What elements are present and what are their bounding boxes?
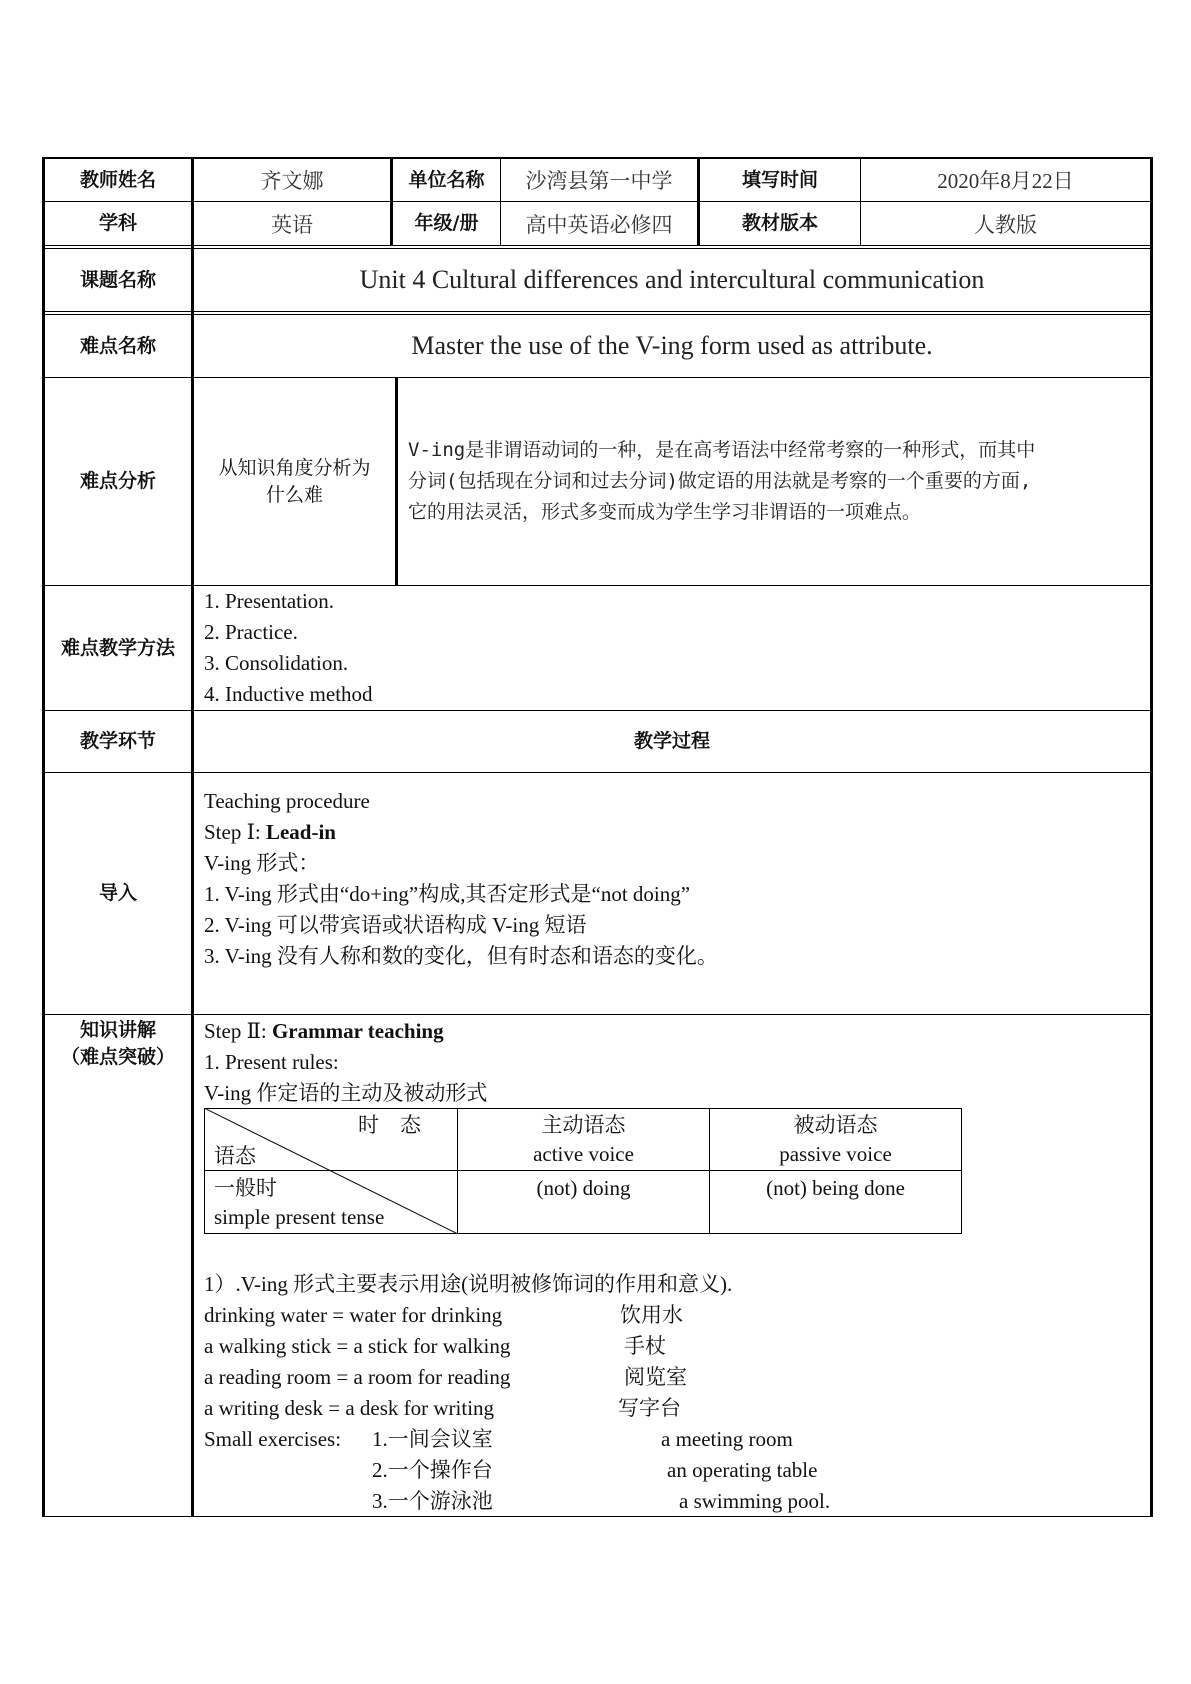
passive-voice-cn: 被动语态 — [793, 1113, 878, 1137]
grammar-rules: 1. Present rules: — [204, 1050, 339, 1074]
row-tense-en: simple present tense — [214, 1205, 385, 1229]
analysis-sublabel — [194, 378, 395, 585]
grammar-label-line-1: 知识讲解 — [79, 1019, 156, 1041]
process-stage-label: 教学环节 — [79, 730, 156, 753]
teacher-name-value: 齐文娜 — [260, 169, 324, 193]
passive-voice-en: passive voice — [779, 1142, 892, 1166]
analysis-sublabel-line-1: 从知识角度分析为 — [218, 456, 371, 479]
grade-label: 年级/册 — [414, 212, 479, 235]
methods-list — [204, 586, 373, 710]
exercise-cn: 1.一间会议室 — [372, 1427, 493, 1451]
list-item: 2. V-ing 可以带宾语或状语构成 V-ing 短语 — [204, 913, 587, 937]
teacher-name-label: 教师姓名 — [79, 168, 156, 191]
list-item: 1. Presentation. — [204, 589, 335, 613]
grammar-step-prefix: Step Ⅱ: — [204, 1019, 272, 1043]
list-item: 2. Practice. — [204, 620, 298, 644]
leadin-content — [204, 786, 718, 972]
subject-label: 学科 — [98, 212, 137, 235]
row-tense-cn: 一般时 — [214, 1176, 277, 1200]
leadin-line: Teaching procedure — [204, 789, 370, 813]
list-item: 1. V-ing 形式由“do+ing”构成,其否定形式是“not doing” — [204, 882, 691, 906]
exercise-en: a swimming pool. — [679, 1489, 831, 1513]
unit-name-label: 单位名称 — [408, 168, 485, 191]
leadin-step-prefix: Step Ⅰ: — [204, 820, 266, 844]
diag-voice-label: 语态 — [214, 1144, 256, 1168]
difficulty-label: 难点名称 — [79, 334, 156, 357]
grammar-subtitle: V-ing 作定语的主动及被动形式 — [204, 1081, 488, 1105]
grammar-step-title: Grammar teaching — [271, 1019, 444, 1043]
active-voice-cn: 主动语态 — [541, 1113, 626, 1137]
example-en: a writing desk = a desk for writing — [204, 1396, 495, 1420]
example-cn: 饮用水 — [620, 1303, 683, 1327]
list-item: 3. V-ing 没有人称和数的变化，但有时态和语态的变化。 — [204, 944, 718, 968]
edition-value: 人教版 — [974, 212, 1037, 237]
methods-label: 难点教学方法 — [60, 636, 175, 659]
analysis-sublabel-line-2: 什么难 — [265, 483, 323, 506]
example-en: a reading room = a room for reading — [204, 1365, 511, 1389]
example-cn: 手杖 — [624, 1334, 666, 1358]
example-cn: 写字台 — [618, 1396, 681, 1420]
leadin-step-title: Lead-in — [265, 820, 336, 844]
subject-value: 英语 — [271, 212, 313, 237]
grammar-label — [45, 1015, 191, 1075]
fill-date-value: 2020年8月22日 — [937, 169, 1074, 193]
analysis-text — [408, 435, 1148, 528]
process-label: 教学过程 — [633, 730, 710, 753]
active-voice-header — [458, 1110, 709, 1167]
exercise-en: a meeting room — [661, 1427, 793, 1451]
diag-tense-label: 时 态 — [358, 1113, 421, 1137]
grammar-intro — [204, 1016, 487, 1109]
exercise-cn: 3.一个游泳池 — [372, 1489, 493, 1513]
leadin-step — [204, 817, 718, 848]
analysis-line: 它的用法灵活，形式多变而成为学生学习非谓语的一项难点。 — [408, 501, 922, 523]
example-cn: 阅览室 — [624, 1365, 687, 1389]
exercise-cn: 2.一个操作台 — [372, 1458, 493, 1482]
passive-form: (not) being done — [766, 1176, 905, 1200]
grammar-label-line-2: （难点突破） — [60, 1045, 175, 1068]
analysis-line: V-ing是非谓语动词的一种，是在高考语法中经常考察的一种形式，而其中 — [408, 439, 1036, 461]
analysis-line: 分词(包括现在分词和过去分词)做定语的用法就是考察的一个重要的方面, — [408, 470, 1032, 492]
edition-label: 教材版本 — [741, 212, 818, 235]
topic-value: Unit 4 Cultural differences and intercultural communication — [359, 265, 985, 294]
grade-value: 高中英语必修四 — [525, 212, 673, 237]
analysis-label: 难点分析 — [79, 470, 156, 493]
grammar-step — [204, 1016, 487, 1047]
example-en: drinking water = water for drinking — [204, 1303, 503, 1327]
active-form: (not) doing — [536, 1176, 631, 1200]
difficulty-value: Master the use of the V-ing form used as attribute. — [411, 331, 933, 360]
list-item: 3. Consolidation. — [204, 651, 349, 675]
leadin-line: V-ing 形式： — [204, 851, 320, 875]
exercises-label: Small exercises: — [204, 1427, 342, 1451]
topic-label: 课题名称 — [79, 268, 156, 291]
exercise-en: an operating table — [667, 1458, 818, 1482]
list-item: 4. Inductive method — [204, 682, 373, 706]
fill-date-label: 填写时间 — [741, 168, 818, 191]
example-en: a walking stick = a stick for walking — [204, 1334, 511, 1358]
active-voice-en: active voice — [533, 1142, 634, 1166]
unit-name-value: 沙湾县第一中学 — [525, 169, 673, 193]
usage-title: 1）.V-ing 形式主要表示用途(说明被修饰词的作用和意义). — [204, 1272, 733, 1296]
leadin-label: 导入 — [98, 882, 137, 905]
passive-voice-header — [710, 1110, 961, 1167]
